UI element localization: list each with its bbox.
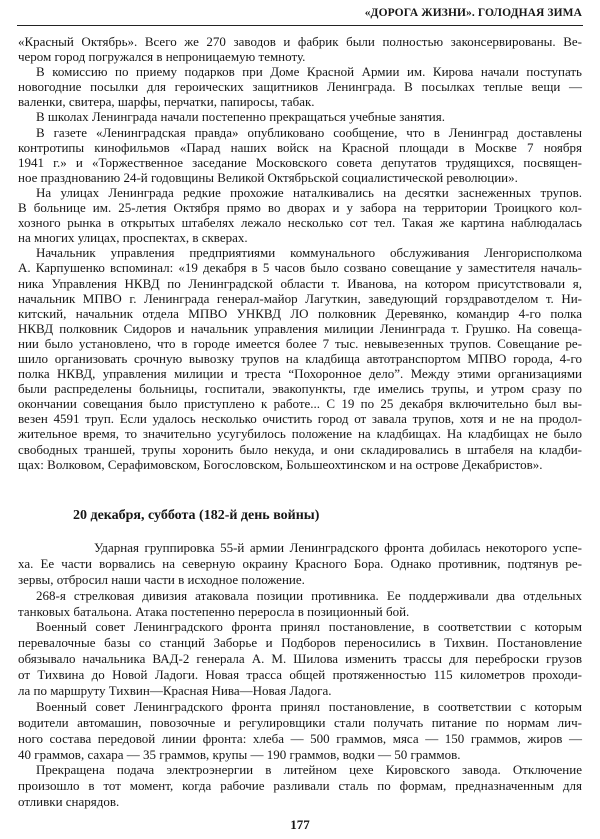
paragraph: [18, 185, 582, 245]
text-line: свободных траншей, трупы хоронить было некуда, и они складировались в штабеля на кладби-: [18, 441, 582, 457]
paragraph: [18, 762, 582, 810]
header-rule: [17, 25, 583, 26]
text-line: от Тихвина до Новой Ладоги. Новая трасса общей протяженностью 115 километров проходи-: [18, 667, 582, 683]
section-2-body: [18, 540, 582, 810]
text-line: хозного рынка в открытых штабелях лежало несколько сот тел. Такая же картина наблюдалась: [18, 215, 582, 231]
text-line: «Красный Октябрь». Всего же 270 заводов и фабрик были полностью законсервированы. Ве-: [18, 34, 582, 49]
text-line: Военный совет Ленинградского фронта принял постановление, в соответствии с которым: [36, 698, 582, 714]
text-line: чером город погружался в непроницаемую темноту.: [18, 49, 306, 65]
text-line: водители автомашин, повозочные и регулировщики стали получать питание по нормам лич-: [18, 714, 582, 730]
text-line: НКВД полковник Сидоров и начальник управления милиции Ленинграда т. Грушко. На совеща-: [18, 320, 582, 336]
text-line: ла по маршруту Тихвин—Красная Нива—Новая Ладога.: [18, 683, 332, 699]
text-line: танковых батальона. Атака постепенно переросла в позиционный бой.: [18, 603, 410, 619]
text-line: перевалочные базы со станций Заборье и Подборов переносились в Тихвин. Постановление: [18, 635, 582, 651]
text-line: отливки снарядов.: [18, 794, 120, 810]
text-line: На улицах Ленинграда редкие прохожие наталкивались на десятки заснеженных трупов.: [36, 184, 582, 200]
text-line: Прекращена подача электроэнергии в литейном цехе Кировского завода. Отключение: [36, 762, 582, 778]
text-line: ное празднованию 24-й годовщины Великой Октябрьской социалистической революции».: [18, 169, 518, 185]
text-line: Начальник управления предприятиями коммунального обслуживания Ленгорисполкома: [36, 245, 582, 261]
text-line: 1941 г.» и «Торжественное заседание Московского совета депутатов трудящихся, посвящен-: [18, 154, 582, 170]
text-line: начальник МПВО г. Ленинграда генерал-майор Лагуткин, заведующий горздравотделом т. Ни-: [18, 290, 582, 306]
text-line: жительное время, то значительно усугубилось положение на кладбищах. На кладбищах не было: [18, 426, 582, 442]
text-line: ного состава передовой линии фронта: хлеба — 500 граммов, мяса — 150 граммов, жиров —: [18, 730, 582, 746]
text-line: китский, начальник отдела МПВО УНКВД ЛО полковник Деревянко, командир 4-го полка: [18, 305, 582, 321]
paragraph: [18, 699, 582, 763]
paragraph: [18, 619, 582, 698]
section-1-body: [18, 34, 582, 472]
text-line: произошло в тот момент, когда рабочие разливали сталь по формам, предназначенным для: [18, 778, 582, 794]
paragraph: [18, 588, 582, 620]
paragraph: [18, 125, 582, 185]
text-line: А. Карпушенко вспоминал: «19 декабря в 5 часов было созвано совещание у заместителя началь-: [18, 260, 582, 276]
text-line: обязывало начальника ВАД-2 генерала А. М. Шилова изменить трассы для переброски грузов: [18, 651, 582, 667]
text-line: щах: Волковом, Серафимовском, Богословском, Большеохтинском и на острове Декабристов».: [18, 456, 543, 472]
text-line: зервы, отбросил наши части в исходное положение.: [18, 571, 305, 587]
text-line: В школах Ленинграда начали постепенно прекращаться учебные занятия.: [36, 109, 445, 125]
text-line: 40 граммов, сахара — 35 граммов, крупы — 190 граммов, водки — 50 граммов.: [18, 746, 461, 762]
page-number: 177: [290, 817, 310, 832]
text-line: Ударная группировка 55-й армии Ленинградского фронта добилась некоторого успе-: [94, 540, 582, 555]
text-line: В больнице им. 25-летия Октября прямо во дворах и у забора на территории Троицкого кол-: [18, 200, 582, 216]
paragraph: [18, 540, 582, 588]
paragraph: [18, 34, 582, 64]
paragraph: [18, 109, 582, 124]
section-heading: 20 декабря, суббота (182-й день войны): [73, 508, 320, 523]
text-line: Военный совет Ленинградского фронта принял постановление, в соответствии с которым: [36, 619, 582, 635]
text-line: были распределены больницы, госпитали, эвакопункты, где имелись трупы, и утром сразу по: [18, 381, 582, 397]
text-line: на многих улицах, проспектах, в скверах.: [18, 230, 248, 246]
text-line: новогодние посылки для героических защитников Ленинграда. В посылках теплые вещи —: [18, 79, 582, 95]
text-line: полка НКВД, управления милиции и треста “Похоронное дело”. Между этими организациями: [18, 366, 582, 382]
text-line: везен 4591 труп. Если удалось несколько очистить город от завала трупов, хотя и не на продол-: [18, 411, 582, 427]
paragraph: [18, 64, 582, 109]
text-line: 268-я стрелковая дивизия атаковала позиции противника. Ее поддерживали два отдельных: [36, 587, 582, 603]
text-line: нии было установлено, что в городе имеется более 7 тыс. невывезенных трупов. Совещание ре-: [18, 335, 582, 351]
running-head: «ДОРОГА ЖИЗНИ». ГОЛОДНАЯ ЗИМА: [364, 7, 582, 19]
text-line: ника Управления НКВД по Ленинградской области т. Иванова, на котором присутствовали я,: [18, 275, 582, 291]
text-line: валенки, свитера, шарфы, перчатки, папиросы, табак.: [18, 94, 315, 110]
text-line: контротипы кинофильмов «Парад наших войск на Красной площади в Москве 7 ноября: [18, 139, 582, 155]
text-line: В газете «Ленинградская правда» опубликовано сообщение, что в Ленинград доставлены: [36, 124, 582, 140]
text-line: ха. Ее части ворвались на северную окраину Красного Бора. Однако противник, подтянув ре-: [18, 555, 582, 571]
text-line: В комиссию по приему подарков при Доме Красной Армии им. Кирова начали поступать: [36, 64, 582, 80]
text-line: окончании совещания было приступлено к работе... С 19 по 25 декабря включительно был вы-: [18, 396, 582, 412]
text-line: шило организовать срочную вывозку трупов на кладбища автотранспортом МПВО города, 4-го: [18, 350, 582, 366]
paragraph: [18, 245, 582, 471]
